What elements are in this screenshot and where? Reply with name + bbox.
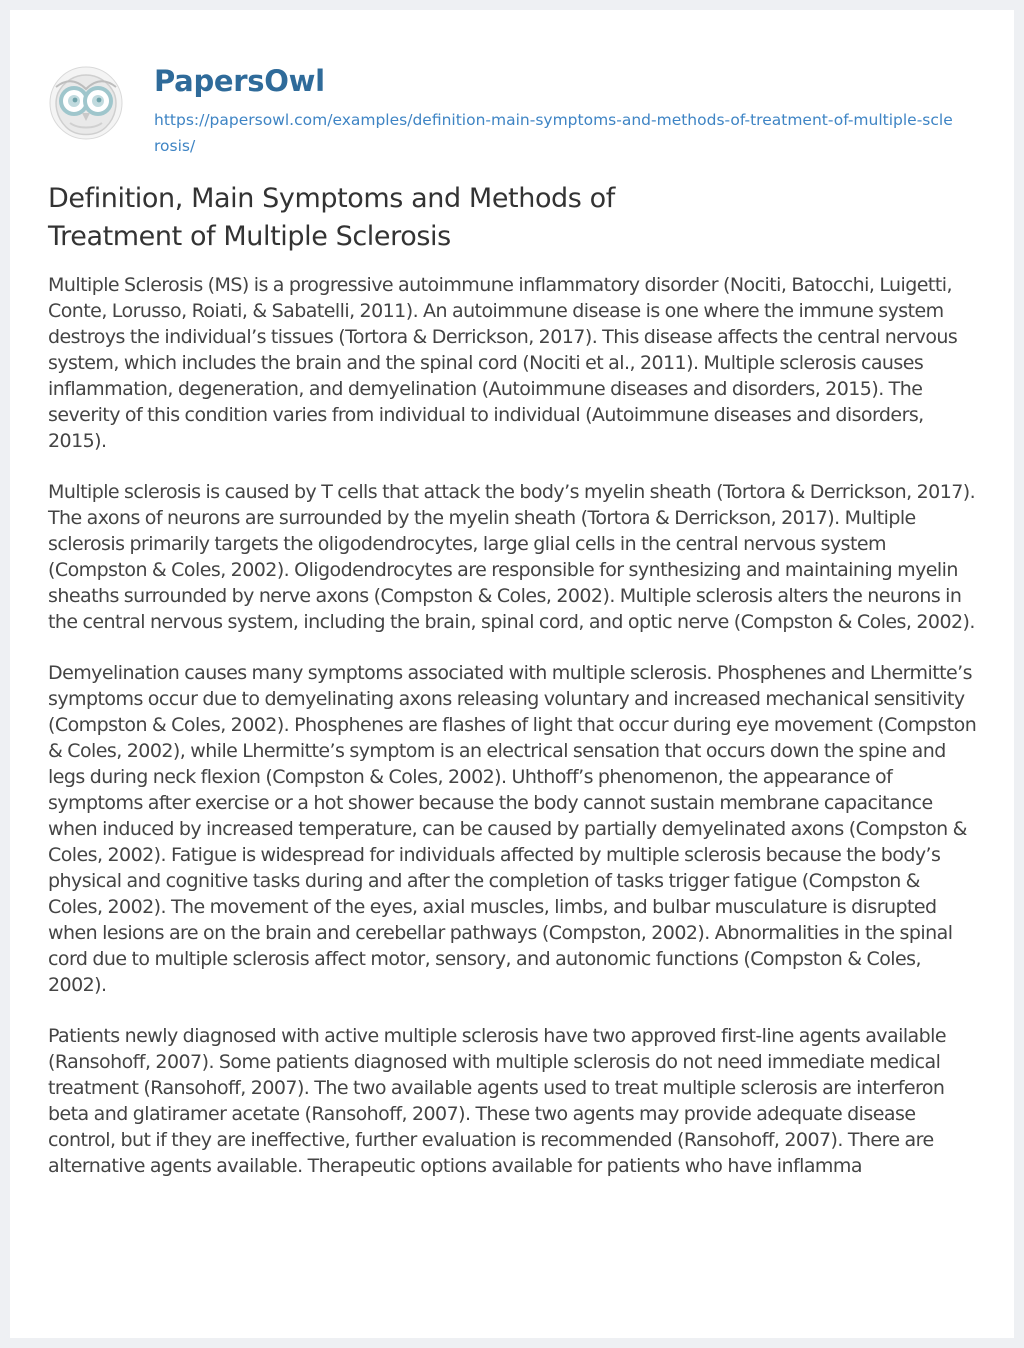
brand-name: PapersOwl [154, 64, 325, 98]
document-page [10, 10, 1014, 1338]
paragraph: Demyelination causes many symptoms associated with multiple sclerosis. Phosphenes and Lhermitte’s symptoms occur due to demyelinating axons releasing voluntary and increased mechanical sensitivity (Compston & Coles, 2002). Phosphenes are flashes of light that occur during eye movement (Compston & Coles, 2002), while Lhermitte’s symptom is an electrical sensation that occurs down the spine and legs during neck flexion (Compston & Coles, 2002). Uhthoff’s phenomenon, the appearance of symptoms after exercise or a hot shower because the body cannot sustain membrane capacitance when induced by increased temperature, can be caused by partially demyelinated axons (Compston & Coles, 2002). Fatigue is widespread for individuals affected by multiple sclerosis because the body’s physical and cognitive tasks during and after the completion of tasks trigger fatigue (Compston & Coles, 2002). The movement of the eyes, axial muscles, limbs, and bulbar musculature is disrupted when lesions are on the brain and cerebellar pathways (Compston, 2002). Abnormalities in the spinal cord due to multiple sclerosis affect motor, sensory, and autonomic functions (Compston & Coles, 2002). [48, 662, 977, 996]
site-header [48, 57, 988, 167]
paragraph: Multiple sclerosis is caused by T cells that attack the body’s myelin sheath (Tortora & Derrickson, 2017). The axons of neurons are surrounded by the myelin sheath (Tortora & Derrickson, 2017). Multiple sclerosis primarily targets the oligodendrocytes, large glial cells in the central nervous system (Compston & Coles, 2002). Oligodendrocytes are responsible for synthesizing and maintaining myelin sheaths surrounded by nerve axons (Compston & Coles, 2002). Multiple sclerosis alters the neurons in the central nervous system, including the brain, spinal cord, and optic nerve (Compston & Coles, 2002). [48, 481, 976, 633]
article-body [48, 272, 978, 1204]
page-title: Definition, Main Symptoms and Methods of Treatment of Multiple Sclerosis [48, 183, 615, 252]
owl-logo-icon [48, 65, 124, 141]
source-url-link[interactable]: https://papersowl.com/examples/definition-main-symptoms-and-methods-of-treatment-of-multiple-sclerosis/ [154, 111, 953, 155]
paragraph: Patients newly diagnosed with active multiple sclerosis have two approved first-line agents available (Ransohoff, 2007). Some patients diagnosed with multiple sclerosis do not need immediate medical treatment (Ransohoff, 2007). The two available agents used to treat multiple sclerosis are interferon beta and glatiramer acetate (Ransohoff, 2007). These two agents may provide adequate disease control, but if they are ineffective, further evaluation is recommended (Ransohoff, 2007). There are alternative agents available. Therapeutic options available for patients who have inflamma [48, 1025, 947, 1177]
paragraph: Multiple Sclerosis (MS) is a progressive autoimmune inflammatory disorder (Nociti, Batocchi, Luigetti, Conte, Lorusso, Roiati, & Sabatelli, 2011). An autoimmune disease is one where the immune system destroys the individual’s tissues (Tortora & Derrickson, 2017). This disease affects the central nervous system, which includes the brain and the spinal cord (Nociti et al., 2011). Multiple sclerosis causes inflammation, degeneration, and demyelination (Autoimmune diseases and disorders, 2015). The severity of this condition varies from individual to individual (Autoimmune diseases and disorders, 2015). [48, 274, 958, 452]
